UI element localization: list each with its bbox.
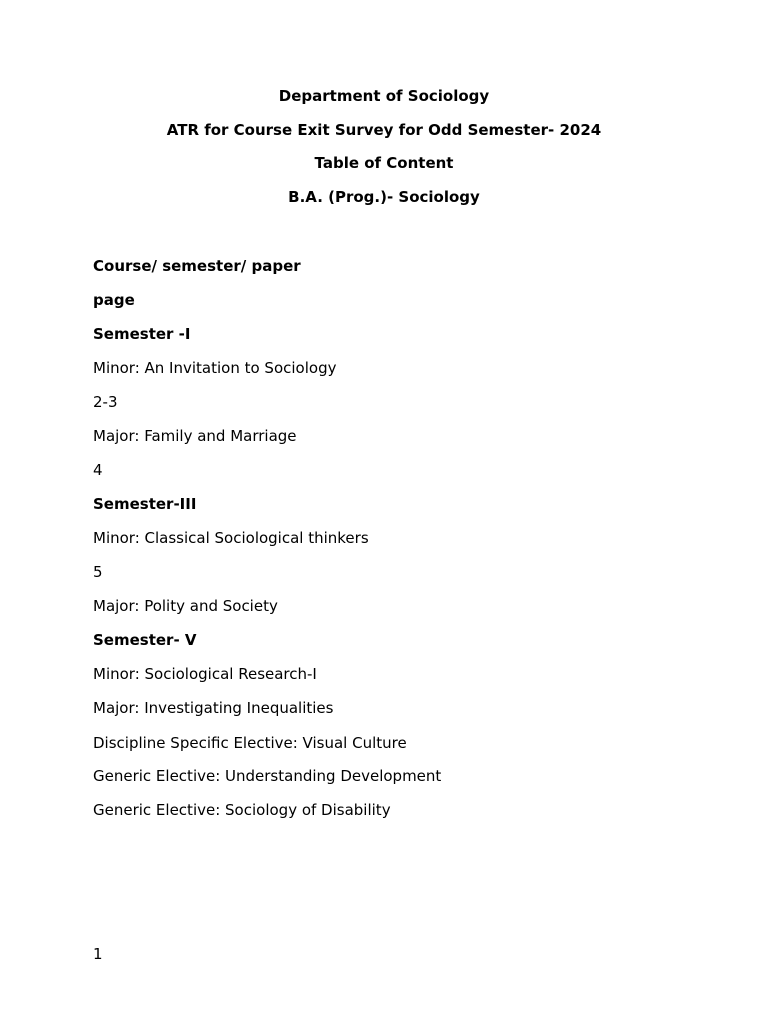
page-number: 1 [93,945,103,963]
toc-column-course: Course/ semester/ paper [93,257,301,275]
semester-5-dse: Discipline Specific Elective: Visual Culture [93,734,407,752]
semester-3-heading: Semester-III [93,495,197,513]
semester-3-minor: Minor: Classical Sociological thinkers [93,529,369,547]
semester-1-major-page: 4 [93,461,103,479]
semester-1-minor: Minor: An Invitation to Sociology [93,359,337,377]
semester-1-major: Major: Family and Marriage [93,427,297,445]
semester-5-major: Major: Investigating Inequalities [93,699,334,717]
semester-3-minor-page: 5 [93,563,103,581]
department-heading: Department of Sociology [278,87,490,105]
semester-3-major: Major: Polity and Society [93,597,278,615]
programme-title: B.A. (Prog.)- Sociology [288,188,480,206]
toc-title: Table of Content [314,154,454,172]
semester-1-minor-page: 2-3 [93,393,118,411]
report-title: ATR for Course Exit Survey for Odd Semester- 2024 [166,121,602,139]
semester-5-minor: Minor: Sociological Research-I [93,665,317,683]
semester-1-heading: Semester -I [93,325,191,343]
semester-5-generic-elective-2: Generic Elective: Sociology of Disability [93,801,391,819]
toc-column-page: page [93,291,135,309]
semester-5-heading: Semester- V [93,631,197,649]
semester-5-generic-elective-1: Generic Elective: Understanding Development [93,767,442,785]
